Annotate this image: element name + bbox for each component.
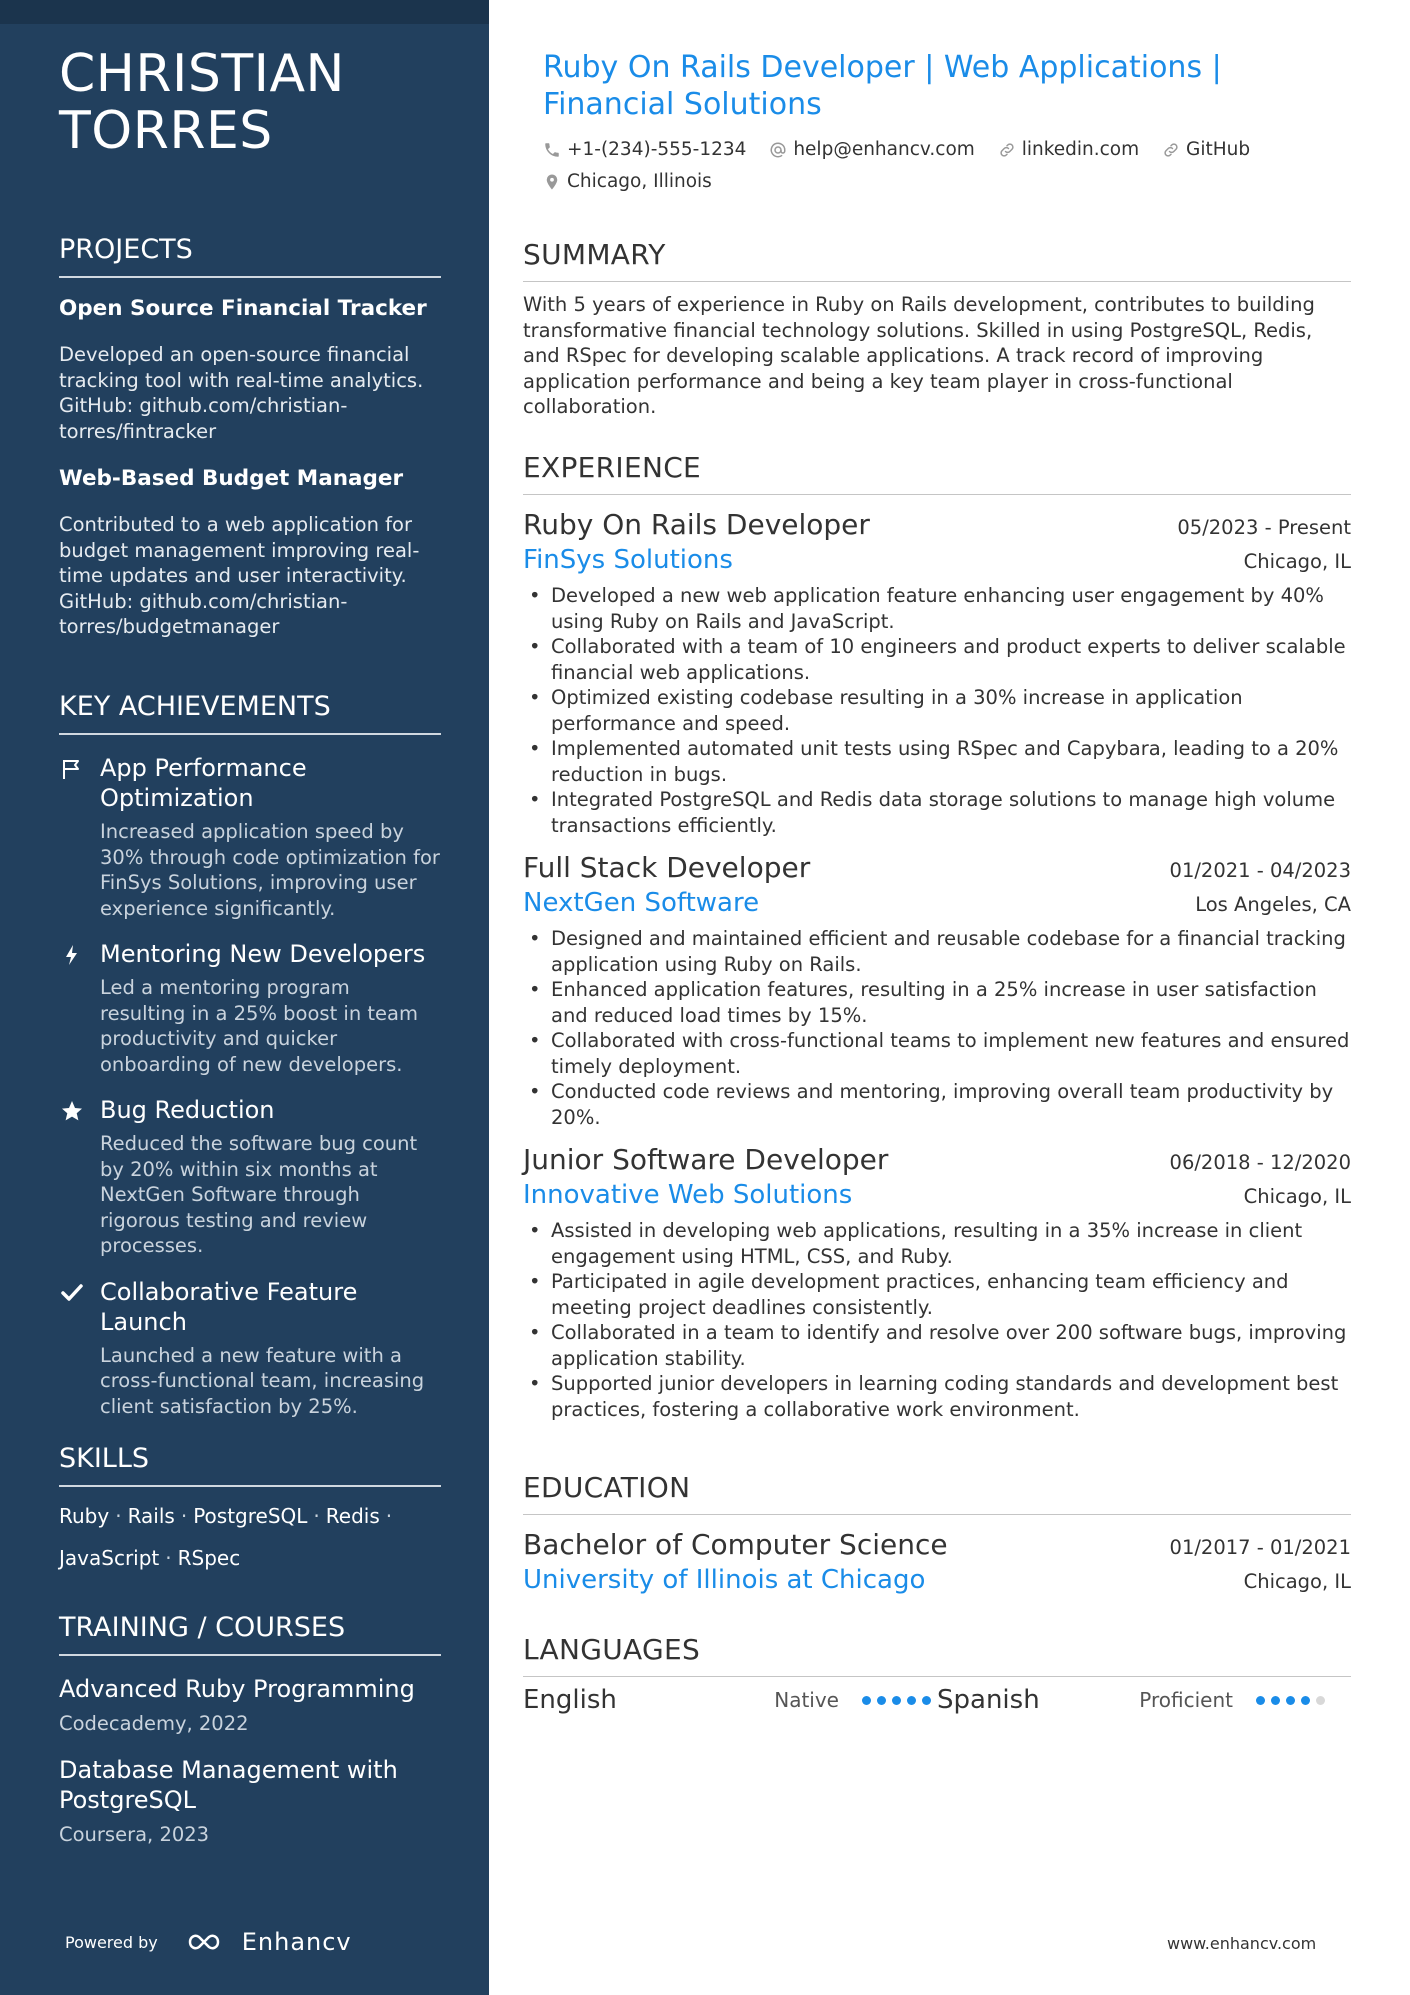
job-title: Full Stack Developer (523, 851, 811, 884)
languages-heading: LANGUAGES (523, 1632, 1351, 1677)
github-contact[interactable] (1162, 136, 1250, 164)
rating-dot (877, 1696, 886, 1705)
achievement-title: Collaborative Feature Launch (100, 1277, 358, 1336)
email-contact[interactable] (769, 136, 974, 164)
rating-dot (922, 1696, 931, 1705)
language-level: Native (774, 1688, 839, 1712)
rating-dot (1286, 1696, 1295, 1705)
at-icon (769, 141, 787, 159)
job-location: Chicago, IL (1243, 550, 1351, 573)
flag-icon (59, 756, 85, 782)
job-bullets (523, 1218, 1351, 1422)
project-description: Contributed to a web application for budget management improving real-time updates and user interactivity. GitHub: github.com/christian-torres/budgetmanager (59, 513, 420, 638)
education-location: Chicago, IL (1243, 1570, 1351, 1593)
achievement-item (59, 1095, 441, 1259)
achievement-title: Mentoring New Developers (100, 940, 426, 968)
achievement-title: App Performance Optimization (100, 754, 307, 812)
project-item (59, 464, 441, 640)
achievements-heading: KEY ACHIEVEMENTS (59, 690, 441, 735)
course-provider: Coursera, 2023 (59, 1823, 210, 1846)
linkedin-text: linkedin.com (1021, 139, 1140, 160)
course-item (59, 1755, 441, 1848)
training-heading: TRAINING / COURSES (59, 1611, 441, 1656)
education-dates: 01/2017 - 01/2021 (1169, 1536, 1351, 1559)
phone-text: +1-(234)-555-1234 (567, 139, 747, 160)
skills-list: Ruby · Rails · PostgreSQL · Redis · JavaScript · RSpec (59, 1504, 393, 1570)
education-entry (523, 1527, 1351, 1597)
link-icon (1162, 141, 1180, 159)
education-heading: EDUCATION (523, 1470, 1351, 1515)
company-name: NextGen Software (523, 888, 760, 918)
bullet-item: • Designed and maintained efficient and reusable codebase for a financial tracking application using Ruby on Rails. (523, 926, 1351, 977)
job-title: Ruby On Rails Developer (523, 508, 870, 541)
summary-heading: SUMMARY (523, 237, 1351, 282)
bullet-item: • Implemented automated unit tests using RSpec and Capybara, leading to a 20% reduction in bugs. (523, 736, 1351, 787)
rating-dot (892, 1696, 901, 1705)
brand-name: Enhancv (241, 1928, 352, 1956)
project-item (59, 294, 441, 444)
enhancv-logo-icon (186, 1930, 232, 1954)
job-bullets (523, 583, 1351, 838)
company-name: Innovative Web Solutions (523, 1180, 853, 1210)
bullet-item: • Conducted code reviews and mentoring, improving overall team productivity by 20%. (523, 1079, 1351, 1130)
location-text: Chicago, Illinois (567, 171, 712, 192)
language-item (937, 1685, 1351, 1715)
bullet-item: • Developed a new web application feature enhancing user engagement by 40% using Ruby on Rails and JavaScript. (523, 583, 1351, 634)
skill-item: JavaScript (59, 1546, 160, 1570)
website-link[interactable]: www.enhancv.com (1167, 1934, 1317, 1953)
rating-dot (1316, 1696, 1325, 1705)
language-rating (1256, 1696, 1331, 1705)
contact-info (543, 136, 1343, 200)
skill-item: RSpec (177, 1546, 241, 1570)
rating-dot (862, 1696, 871, 1705)
skill-item: PostgreSQL (193, 1504, 308, 1528)
languages-section (523, 1632, 1351, 1715)
job-dates: 06/2018 - 12/2020 (1169, 1151, 1351, 1174)
check-icon (59, 1280, 85, 1306)
skill-item: Rails (127, 1504, 175, 1528)
course-provider: Codecademy, 2022 (59, 1712, 249, 1735)
job-entry (523, 850, 1351, 1130)
achievement-description: Led a mentoring program resulting in a 25% boost in team productivity and quicker onboarding of new developers. (100, 976, 418, 1076)
candidate-name: CHRISTIAN TORRES (59, 44, 345, 161)
degree: Bachelor of Computer Science (523, 1528, 948, 1561)
star-icon (59, 1098, 85, 1124)
headline: Ruby On Rails Developer | Web Applications | Financial Solutions (543, 50, 1222, 122)
github-text: GitHub (1186, 139, 1251, 160)
achievement-description: Launched a new feature with a cross-functional team, increasing client satisfaction by 25%. (100, 1343, 425, 1418)
projects-section (59, 233, 441, 640)
course-title: Advanced Ruby Programming (59, 1675, 415, 1703)
experience-section (523, 450, 1351, 1422)
training-section (59, 1611, 441, 1848)
projects-heading: PROJECTS (59, 233, 441, 278)
experience-heading: EXPERIENCE (523, 450, 1351, 495)
rating-dot (907, 1696, 916, 1705)
rating-dot (1301, 1696, 1310, 1705)
linkedin-contact[interactable] (998, 136, 1139, 164)
bullet-item: • Collaborated with cross-functional teams to implement new features and ensured timely deployment. (523, 1028, 1351, 1079)
language-name: Spanish (937, 1685, 1040, 1715)
bullet-item: • Participated in agile development practices, enhancing team efficiency and meeting project deadlines consistently. (523, 1269, 1351, 1320)
email-text: help@enhancv.com (793, 139, 975, 160)
achievement-item (59, 939, 441, 1077)
project-description: Developed an open-source financial tracking tool with real-time analytics. GitHub: github.com/christian-torres/fintracker (59, 343, 424, 443)
job-title: Junior Software Developer (523, 1143, 889, 1176)
project-title: Open Source Financial Tracker (59, 296, 427, 321)
achievements-section (59, 690, 441, 1419)
company-name: FinSys Solutions (523, 545, 733, 575)
bullet-item: • Collaborated in a team to identify and resolve over 200 software bugs, improving application stability. (523, 1320, 1351, 1371)
bullet-item: • Supported junior developers in learning coding standards and development best practices, fostering a collaborative work environment. (523, 1371, 1351, 1422)
bullet-item: • Enhanced application features, resulting in a 25% increase in user satisfaction and reduced load times by 15%. (523, 977, 1351, 1028)
achievement-item (59, 753, 441, 921)
job-dates: 05/2023 - Present (1177, 516, 1351, 539)
sidebar-top-bar (0, 0, 489, 24)
rating-dot (1256, 1696, 1265, 1705)
course-title: Database Management with PostgreSQL (59, 1756, 398, 1814)
achievement-item (59, 1277, 441, 1420)
language-name: English (523, 1685, 617, 1715)
summary-text: With 5 years of experience in Ruby on Rails development, contributes to building transformative financial technology solutions. Skilled in using PostgreSQL, Redis, and RSpec for developing scalable applications. A track record of improving application performance and being a key team player in cross-functional collaboration. (523, 293, 1315, 418)
achievement-title: Bug Reduction (100, 1096, 275, 1124)
sidebar (0, 0, 489, 1995)
job-entry (523, 1142, 1351, 1422)
project-title: Web-Based Budget Manager (59, 466, 404, 491)
powered-by-label: Powered by (65, 1932, 158, 1952)
location-contact (543, 168, 712, 196)
job-location: Los Angeles, CA (1195, 893, 1351, 916)
language-item (523, 1685, 937, 1715)
bullet-item: • Optimized existing codebase resulting in a 30% increase in application performance and speed. (523, 685, 1351, 736)
bullet-item: • Collaborated with a team of 10 engineers and product experts to deliver scalable financial web applications. (523, 634, 1351, 685)
job-entry (523, 507, 1351, 838)
bullet-item: • Assisted in developing web applications, resulting in a 35% increase in client engagement using HTML, CSS, and Ruby. (523, 1218, 1351, 1269)
bullet-item: • Integrated PostgreSQL and Redis data storage solutions to manage high volume transactions efficiently. (523, 787, 1351, 838)
skill-item: Redis (325, 1504, 380, 1528)
skills-section (59, 1442, 441, 1579)
lightning-icon (59, 942, 85, 968)
powered-by (65, 1928, 352, 1956)
link-icon (998, 141, 1016, 159)
achievement-description: Reduced the software bug count by 20% within six months at NextGen Software through rigorous testing and review processes. (100, 1132, 418, 1257)
school-name: University of Illinois at Chicago (523, 1565, 926, 1595)
achievement-description: Increased application speed by 30% through code optimization for FinSys Solutions, improving user experience significantly. (100, 820, 440, 920)
language-rating (862, 1696, 937, 1705)
course-item (59, 1674, 441, 1737)
phone-contact[interactable] (543, 136, 746, 164)
skills-heading: SKILLS (59, 1442, 441, 1487)
skill-item: Ruby (59, 1504, 110, 1528)
rating-dot (1271, 1696, 1280, 1705)
phone-icon (543, 141, 561, 159)
job-dates: 01/2021 - 04/2023 (1169, 859, 1351, 882)
location-pin-icon (543, 173, 561, 191)
education-section (523, 1470, 1351, 1597)
summary-section (523, 237, 1351, 420)
job-bullets (523, 926, 1351, 1130)
language-level: Proficient (1139, 1688, 1233, 1712)
job-location: Chicago, IL (1243, 1185, 1351, 1208)
